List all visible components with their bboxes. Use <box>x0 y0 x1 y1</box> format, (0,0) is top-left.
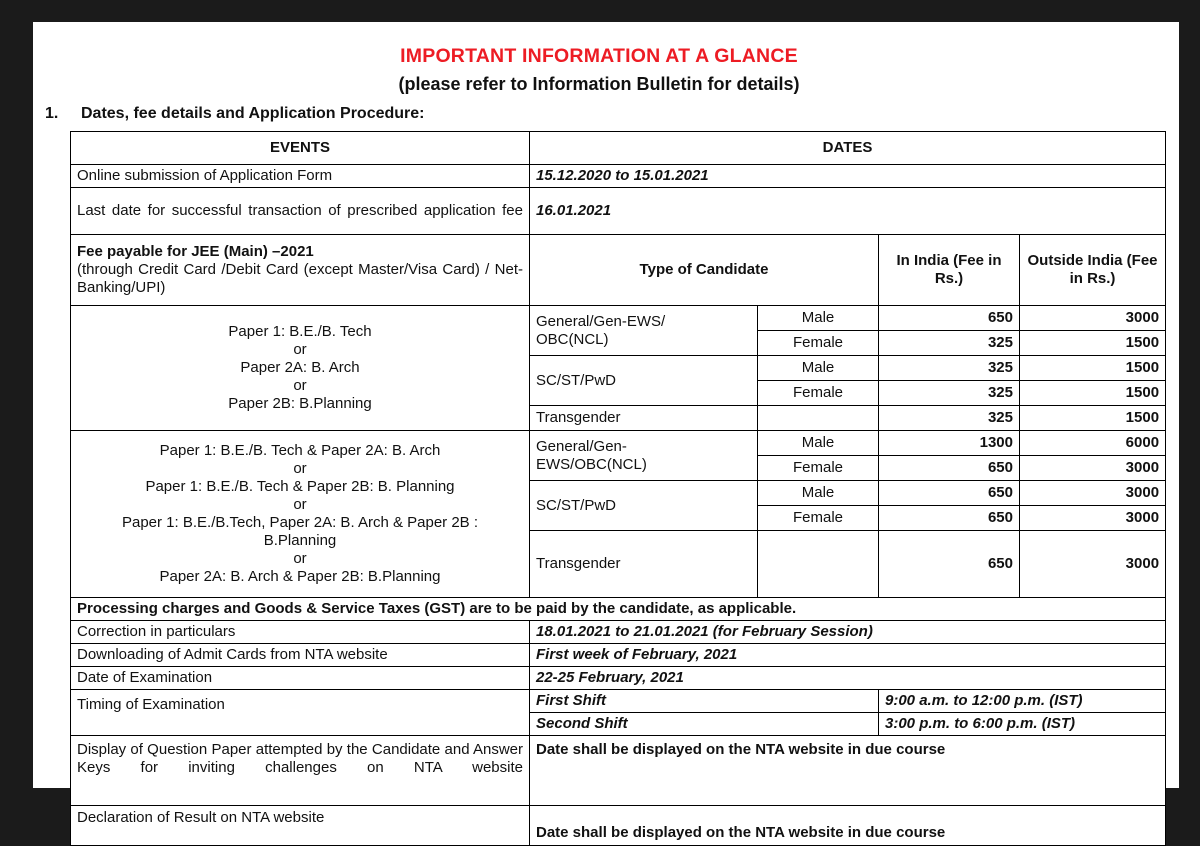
fee-outside-india: 3000 <box>1020 531 1166 598</box>
paper-line: B.Planning <box>263 532 337 549</box>
row-label-display-question-paper: Display of Question Paper attempted by the Candidate and Answer Keys for inviting challenges on NTA website <box>71 736 530 806</box>
paper-line: Paper 1: B.E./B. Tech & Paper 2A: B. Arch <box>159 442 441 459</box>
row-value-admit-cards: First week of February, 2021 <box>530 644 1166 667</box>
fee-header-line3: Banking/UPI) <box>77 279 166 296</box>
fee-header-row <box>71 235 1166 306</box>
fee-header-line1: Fee payable for JEE (Main) –2021 <box>77 243 314 260</box>
second-shift-label: Second Shift <box>530 713 879 736</box>
fee-outside-india: 3000 <box>1020 306 1166 331</box>
row-value-last-date-fee: 16.01.2021 <box>530 188 1166 235</box>
information-table <box>70 131 1166 846</box>
paper-line: or <box>293 550 307 567</box>
fee-in-india: 650 <box>879 456 1020 481</box>
fee-gender: Female <box>758 456 879 481</box>
table-row <box>71 621 1166 644</box>
section-title: Dates, fee details and Application Procedure: <box>81 105 425 122</box>
column-header-dates: DATES <box>530 132 1166 165</box>
table-row <box>71 644 1166 667</box>
fee-header-description <box>71 235 530 306</box>
fee-gender <box>758 531 879 598</box>
fee-outside-india: 3000 <box>1020 481 1166 506</box>
fee-in-india: 325 <box>879 381 1020 406</box>
fee-in-india: 1300 <box>879 431 1020 456</box>
fee-category-line: EWS/OBC(NCL) <box>536 455 647 473</box>
first-shift-label: First Shift <box>530 690 879 713</box>
document-body <box>33 22 1179 846</box>
fee-in-india: 650 <box>879 481 1020 506</box>
row-value-exam-date: 22-25 February, 2021 <box>530 667 1166 690</box>
table-row <box>71 806 1166 846</box>
paper-line: or <box>293 496 307 513</box>
paper-line: Paper 2A: B. Arch & Paper 2B: B.Planning <box>159 568 441 585</box>
fee-category-sc-st-pwd: SC/ST/PwD <box>530 356 758 406</box>
row-value-display-question-paper: Date shall be displayed on the NTA website in due course <box>530 736 1166 806</box>
page-subtitle: (please refer to Information Bulletin for details) <box>398 74 800 94</box>
fee-category-transgender: Transgender <box>530 531 758 598</box>
fee-in-india: 325 <box>879 331 1020 356</box>
paper-line: or <box>293 460 307 477</box>
fee-in-india: 650 <box>879 306 1020 331</box>
fee-category-transgender: Transgender <box>530 406 758 431</box>
section-number: 1. <box>45 105 59 122</box>
fee-outside-india: 1500 <box>1020 406 1166 431</box>
section-heading <box>45 105 1179 123</box>
fee-header-line2: (through Credit Card /Debit Card (except Master/Visa Card) / Net- <box>77 261 523 278</box>
fee-papers-combined <box>71 431 530 598</box>
paper-line: Paper 1: B.E./B.Tech, Paper 2A: B. Arch & Paper 2B : <box>121 514 479 531</box>
document-page <box>33 22 1179 841</box>
fee-outside-india: 3000 <box>1020 506 1166 531</box>
fee-gender: Male <box>758 306 879 331</box>
fee-category-line: General/Gen-EWS/ <box>536 312 666 330</box>
fee-category-general <box>530 306 758 356</box>
table-row <box>71 165 1166 188</box>
table-header-row <box>71 132 1166 165</box>
fee-category-general <box>530 431 758 481</box>
row-label-correction: Correction in particulars <box>71 621 530 644</box>
row-value-correction: 18.01.2021 to 21.01.2021 (for February Session) <box>530 621 1166 644</box>
column-header-type-of-candidate: Type of Candidate <box>530 235 879 306</box>
row-label-admit-cards: Downloading of Admit Cards from NTA website <box>71 644 530 667</box>
fee-outside-india: 6000 <box>1020 431 1166 456</box>
row-value-online-submission: 15.12.2020 to 15.01.2021 <box>530 165 1166 188</box>
fee-gender: Female <box>758 381 879 406</box>
fee-outside-india: 3000 <box>1020 456 1166 481</box>
fee-outside-india: 1500 <box>1020 356 1166 381</box>
fee-gender: Female <box>758 331 879 356</box>
paper-line: Paper 2B: B.Planning <box>228 395 372 412</box>
paper-line: or <box>293 341 307 358</box>
column-header-events: EVENTS <box>71 132 530 165</box>
fee-gender <box>758 406 879 431</box>
fee-gender: Male <box>758 356 879 381</box>
row-label-online-submission: Online submission of Application Form <box>71 165 530 188</box>
paper-line: Paper 1: B.E./B. Tech & Paper 2B: B. Planning <box>145 478 455 495</box>
page-title: IMPORTANT INFORMATION AT A GLANCE <box>400 45 798 67</box>
first-shift-value: 9:00 a.m. to 12:00 p.m. (IST) <box>879 690 1166 713</box>
gst-note: Processing charges and Goods & Service Taxes (GST) are to be paid by the candidate, as applicable. <box>71 598 1166 621</box>
table-row <box>71 667 1166 690</box>
fee-in-india: 650 <box>879 531 1020 598</box>
table-row <box>71 736 1166 806</box>
row-value-declaration-result: Date shall be displayed on the NTA website in due course <box>530 806 1166 846</box>
column-header-outside-india: Outside India (Fee in Rs.) <box>1020 235 1166 306</box>
fee-row <box>71 306 1166 331</box>
paper-line: or <box>293 377 307 394</box>
paper-line: Paper 2A: B. Arch <box>240 359 360 376</box>
column-header-in-india: In India (Fee in Rs.) <box>879 235 1020 306</box>
row-label-last-date-fee: Last date for successful transaction of prescribed application fee <box>71 188 530 235</box>
fee-category-line: General/Gen- <box>536 437 627 455</box>
paper-line: Paper 1: B.E./B. Tech <box>228 323 372 340</box>
row-label-timing: Timing of Examination <box>71 690 530 736</box>
fee-in-india: 650 <box>879 506 1020 531</box>
fee-outside-india: 1500 <box>1020 331 1166 356</box>
fee-papers-single <box>71 306 530 431</box>
row-label-declaration-result: Declaration of Result on NTA website <box>71 806 530 846</box>
fee-gender: Male <box>758 431 879 456</box>
fee-gender: Male <box>758 481 879 506</box>
fee-outside-india: 1500 <box>1020 381 1166 406</box>
row-label-exam-date: Date of Examination <box>71 667 530 690</box>
fee-category-sc-st-pwd: SC/ST/PwD <box>530 481 758 531</box>
fee-row <box>71 431 1166 456</box>
table-row <box>71 188 1166 235</box>
table-row <box>71 690 1166 713</box>
second-shift-value: 3:00 p.m. to 6:00 p.m. (IST) <box>879 713 1166 736</box>
fee-category-line: OBC(NCL) <box>536 330 609 348</box>
fee-gender: Female <box>758 506 879 531</box>
fee-in-india: 325 <box>879 406 1020 431</box>
fee-in-india: 325 <box>879 356 1020 381</box>
table-row <box>71 598 1166 621</box>
